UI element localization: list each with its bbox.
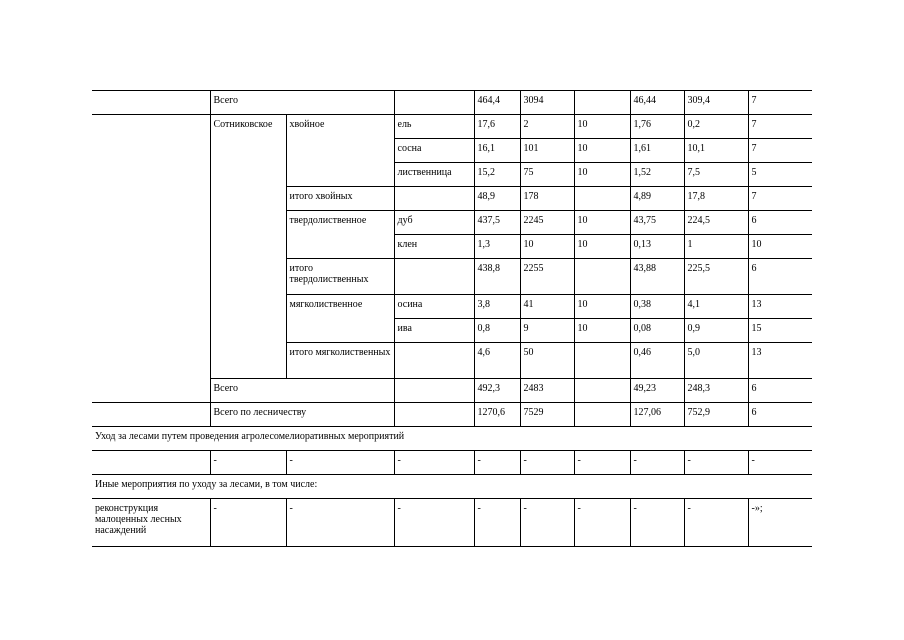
table-cell: 10,1 (684, 139, 748, 163)
table-cell: 6 (748, 379, 812, 403)
table-cell: 5 (748, 163, 812, 187)
table-cell: 2255 (520, 259, 574, 295)
table-cell: 7 (748, 139, 812, 163)
table-row (92, 403, 812, 427)
table-cell (394, 379, 474, 403)
table-cell: - (574, 499, 630, 547)
table-cell: - (474, 499, 520, 547)
row-label: Всего по лесничеству (210, 403, 394, 427)
row-label: Всего (210, 379, 394, 403)
table-cell: 1 (684, 235, 748, 259)
table-cell: - (748, 451, 812, 475)
table-cell (92, 403, 210, 427)
table-cell (394, 259, 474, 295)
table-cell: 309,4 (684, 91, 748, 115)
table-cell (394, 343, 474, 379)
group-name: итого хвойных (286, 187, 394, 211)
species-name: осина (394, 295, 474, 319)
table-cell: 10 (574, 115, 630, 139)
group-name: твердолиственное (286, 211, 394, 259)
table-cell: 2245 (520, 211, 574, 235)
table-cell: 48,9 (474, 187, 520, 211)
table-cell: 10 (574, 163, 630, 187)
table-cell: - (520, 451, 574, 475)
table-cell: - (630, 451, 684, 475)
group-name: мягколиственное (286, 295, 394, 343)
table-cell (394, 403, 474, 427)
table-cell: - (394, 499, 474, 547)
table-cell: 10 (574, 319, 630, 343)
group-name: итого мягколиственных (286, 343, 394, 379)
table-cell: 127,06 (630, 403, 684, 427)
table-cell: 10 (574, 295, 630, 319)
table-cell: 225,5 (684, 259, 748, 295)
row-label: Всего (210, 91, 394, 115)
table-cell: 9 (520, 319, 574, 343)
table-cell: 10 (574, 139, 630, 163)
table-cell: 6 (748, 403, 812, 427)
section-heading-other: Иные мероприятия по уходу за лесами, в том числе: (92, 475, 812, 499)
table-cell: 10 (574, 235, 630, 259)
table-cell: 1,52 (630, 163, 684, 187)
table-row (92, 451, 812, 475)
table-cell: - (210, 499, 286, 547)
table-cell: 178 (520, 187, 574, 211)
table-cell: 438,8 (474, 259, 520, 295)
table-cell: 224,5 (684, 211, 748, 235)
table-cell: 41 (520, 295, 574, 319)
table-cell: 49,23 (630, 379, 684, 403)
table-cell (92, 115, 210, 403)
forest-care-table (92, 90, 812, 547)
table-cell: 2 (520, 115, 574, 139)
table-cell: 101 (520, 139, 574, 163)
table-cell: - (474, 451, 520, 475)
table-cell: - (574, 451, 630, 475)
table-cell: 50 (520, 343, 574, 379)
table-cell: 17,8 (684, 187, 748, 211)
table-cell: 7529 (520, 403, 574, 427)
table-cell: 4,6 (474, 343, 520, 379)
table-cell: - (394, 451, 474, 475)
table-cell: - (630, 499, 684, 547)
table-cell: 4,1 (684, 295, 748, 319)
table-cell: 15 (748, 319, 812, 343)
table-cell (92, 451, 210, 475)
table-cell: 10 (520, 235, 574, 259)
table-cell: 248,3 (684, 379, 748, 403)
species-name: ель (394, 115, 474, 139)
table-row (92, 91, 812, 115)
table-cell: -»; (748, 499, 812, 547)
table-cell: 0,08 (630, 319, 684, 343)
table-cell: 43,75 (630, 211, 684, 235)
table-cell: 10 (748, 235, 812, 259)
table-cell: 7 (748, 187, 812, 211)
table-cell: 0,38 (630, 295, 684, 319)
table-cell: - (684, 451, 748, 475)
table-cell: 0,13 (630, 235, 684, 259)
table-cell: 7 (748, 91, 812, 115)
table-cell (394, 187, 474, 211)
table-cell: 1,3 (474, 235, 520, 259)
group-name: итого твердолиственных (286, 259, 394, 295)
table-cell: 464,4 (474, 91, 520, 115)
species-name: лиственница (394, 163, 474, 187)
table-cell: - (286, 451, 394, 475)
table-row (92, 499, 812, 547)
table-cell: 7 (748, 115, 812, 139)
table-cell: 437,5 (474, 211, 520, 235)
table-cell: 46,44 (630, 91, 684, 115)
section-row (92, 475, 812, 499)
table-cell: 1270,6 (474, 403, 520, 427)
table-row (92, 115, 812, 139)
table-cell: 3094 (520, 91, 574, 115)
table-cell: 1,61 (630, 139, 684, 163)
section-heading-agro: Уход за лесами путем проведения агролесомелиоративных мероприятий (92, 427, 812, 451)
table-cell (574, 187, 630, 211)
table-cell (574, 379, 630, 403)
table-cell: 1,76 (630, 115, 684, 139)
table-cell: 6 (748, 259, 812, 295)
table-cell: 10 (574, 211, 630, 235)
species-name: клен (394, 235, 474, 259)
table-cell: 5,0 (684, 343, 748, 379)
unit-name: Сотниковское (210, 115, 286, 379)
table-cell: 6 (748, 211, 812, 235)
table-cell: 0,9 (684, 319, 748, 343)
table-cell: - (684, 499, 748, 547)
species-name: сосна (394, 139, 474, 163)
table-cell (394, 91, 474, 115)
table-cell: 7,5 (684, 163, 748, 187)
table-cell: 0,46 (630, 343, 684, 379)
table-cell: 43,88 (630, 259, 684, 295)
table-cell: 15,2 (474, 163, 520, 187)
table-cell (92, 91, 210, 115)
section-row (92, 427, 812, 451)
table-cell: 17,6 (474, 115, 520, 139)
table-cell: 0,8 (474, 319, 520, 343)
table-cell (574, 259, 630, 295)
table-cell (574, 403, 630, 427)
table-cell: 16,1 (474, 139, 520, 163)
table-cell: - (520, 499, 574, 547)
table-cell: 752,9 (684, 403, 748, 427)
table-cell: 13 (748, 295, 812, 319)
table-cell: 0,2 (684, 115, 748, 139)
group-name: хвойное (286, 115, 394, 187)
species-name: ива (394, 319, 474, 343)
table-cell (574, 343, 630, 379)
table-cell: - (210, 451, 286, 475)
species-name: дуб (394, 211, 474, 235)
table-cell: 75 (520, 163, 574, 187)
table-cell: 492,3 (474, 379, 520, 403)
table-cell: - (286, 499, 394, 547)
table-cell: 4,89 (630, 187, 684, 211)
table-cell (574, 91, 630, 115)
table-cell: 2483 (520, 379, 574, 403)
row-label: реконструкция малоценных лесных насаждений (92, 499, 210, 547)
table-cell: 3,8 (474, 295, 520, 319)
table-cell: 13 (748, 343, 812, 379)
